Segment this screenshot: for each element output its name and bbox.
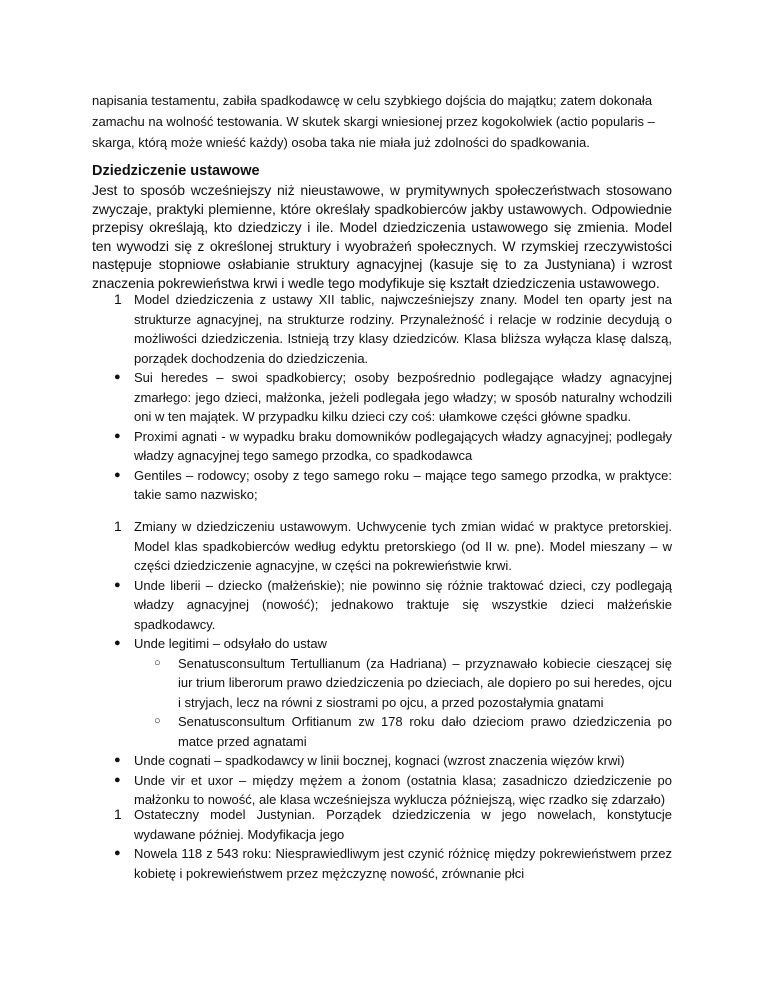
- numbered-item-text: Zmiany w dziedziczeniu ustawowym. Uchwycenie tych zmian widać w praktyce pretorskiej. Model klas spadkobierców według edyktu pretorskiego (od II w. pne). Model mieszany – w części dziedziczenie agnacyjne, w części na pokrewieństwie krwi.: [134, 519, 672, 573]
- bullet-icon: ●: [114, 371, 121, 383]
- list-item-text: Unde vir et uxor – między mężem a żonom (ostatnia klasa; zasadniczo dziedziczenie po małżonku to nowość, ale klasa wcześniejsza wyklucza późniejszą, więc rzadko się zdarzało): [134, 772, 672, 807]
- intro-line: zamachu na wolność testowania. W skutek skargi wniesionej przez kogokolwiek (actio popularis –: [92, 114, 655, 129]
- section-heading: Dziedziczenie ustawowe: [92, 163, 260, 179]
- list-item-text: Nowela 118 z 543 roku: Niesprawiedliwym jest czynić różnicę między pokrewieństwem przez kobietę i pokrewieństwem przez mężczyznę nowość, zrównanie płci: [134, 846, 672, 881]
- list-item-text: Proximi agnati - w wypadku braku domowników podlegających władzy agnacyjnej; podlegały władzy agnacyjnej tego samego przodka, co spadkodawca: [134, 428, 672, 463]
- list-item: [92, 427, 672, 466]
- bullet-icon: ●: [114, 773, 121, 786]
- numbered-item: [92, 517, 672, 576]
- bullet-icon: ●: [114, 847, 121, 859]
- list-item: [92, 771, 672, 810]
- intro-line: skarga, którą może wnieść każdy) osoba taka nie miała już zdolności do spadkowania.: [92, 135, 590, 150]
- list-item: [92, 634, 672, 654]
- list-item-text: Sui heredes – swoi spadkobiercy; osoby bezpośrednio podlegające władzy agnacyjnej zmarłego: jego dzieci, małżonka, jeżeli podlegała jego władzy; w sposób naturalny wchodzili oni w ten majątek. W przypadku kilku dzieci czy coś: ułamkowe części główne spadku.: [134, 370, 672, 424]
- section-2-list: [92, 517, 672, 810]
- list-item-text: Unde cognati – spadkodawcy w linii bocznej, kognaci (wzrost znaczenia więzów krwi): [134, 753, 625, 768]
- circle-bullet-icon: ○: [154, 715, 161, 727]
- list-item: [92, 751, 672, 771]
- section-3-list: [92, 805, 672, 883]
- lead-paragraph: Jest to sposób wcześniejszy niż nieustawowe, w prymitywnych społeczeństwach stosowano zwyczaje, praktyki plemienne, które określały spadkobierców jakby ustawowych. Odpowiednie przepisy określają, kto dziedziczy i ile. Model dziedziczenia ustawowego się zmienia. Model ten wywodzi się z określonej struktury i wyobrażeń społecznych. W rzymskiej rzeczywistości następuje stopniowe osłabianie struktury agnacyjnej (kasuje się to za Justyniana) i wzrost znaczenia pokrewieństwa krwi i wedle tego modyfikuje się kształt dziedziczenia ustawowego.: [92, 182, 672, 291]
- number-marker: 1: [114, 518, 122, 534]
- list-item: [92, 368, 672, 427]
- number-marker: 1: [114, 291, 122, 307]
- sub-list-item: [92, 712, 672, 751]
- sub-list-item-text: Senatusconsultum Orfitianum zw 178 roku dało dzieciom prawo dziedziczenia po matce przed agnatami: [178, 714, 672, 749]
- bullet-icon: ●: [114, 637, 121, 649]
- bullet-icon: ●: [114, 578, 121, 591]
- bullet-icon: ●: [114, 754, 121, 766]
- intro-line: napisania testamentu, zabiła spadkodawcę w celu szybkiego dojścia do majątku; zatem dokonała: [92, 93, 653, 108]
- intro-paragraph: [92, 90, 672, 153]
- list-item: [92, 466, 672, 505]
- numbered-item-text: Ostateczny model Justynian. Porządek dziedziczenia w jego nowelach, konstytucje wydawane później. Modyfikacja jego: [134, 807, 672, 842]
- list-item-text: Unde legitimi – odsyłało do ustaw: [134, 636, 327, 651]
- list-item: [92, 844, 672, 883]
- number-marker: 1: [114, 806, 122, 822]
- circle-bullet-icon: ○: [154, 656, 161, 669]
- list-item: [92, 576, 672, 635]
- bullet-icon: ●: [114, 429, 121, 442]
- sub-list-item-text: Senatusconsultum Tertullianum (za Hadriana) – przyznawało kobiecie cieszącej się iur trium liberorum prawo dziedziczenia po dzieciach, ale dopiero po sui heredes, ojcu i stryjach, lecz na równi z siostrami po ojcu, a przed pozostałymia gnatami: [178, 655, 672, 710]
- bullet-icon: ●: [114, 468, 121, 481]
- section-1-list: [92, 290, 672, 505]
- list-item-text: Gentiles – rodowcy; osoby z tego samego roku – mające tego samego przodka, w praktyce: takie samo nazwisko;: [134, 467, 672, 502]
- list-item-text: Unde liberii – dziecko (małżeńskie); nie powinno się różnie traktować dzieci, czy podlegają władzy agnacyjnej (nowość); jednakowo traktuje się wszystkie dzieci małżeńskie spadkodawcy.: [134, 577, 672, 632]
- sub-list-item: [92, 654, 672, 713]
- numbered-item: [92, 290, 672, 368]
- numbered-item-text: Model dziedziczenia z ustawy XII tablic, najwcześniejszy znany. Model ten oparty jest na strukturze agnacyjnej, na strukturze rodziny. Przynależność i relacje w rodzinie decydują o możliwości dziedziczenia. Istnieją trzy klasy dziedziców. Klasa bliższa wyłącza klasę dalszą, porządek dochodzenia do dziedziczenia.: [134, 292, 672, 366]
- numbered-item: [92, 805, 672, 844]
